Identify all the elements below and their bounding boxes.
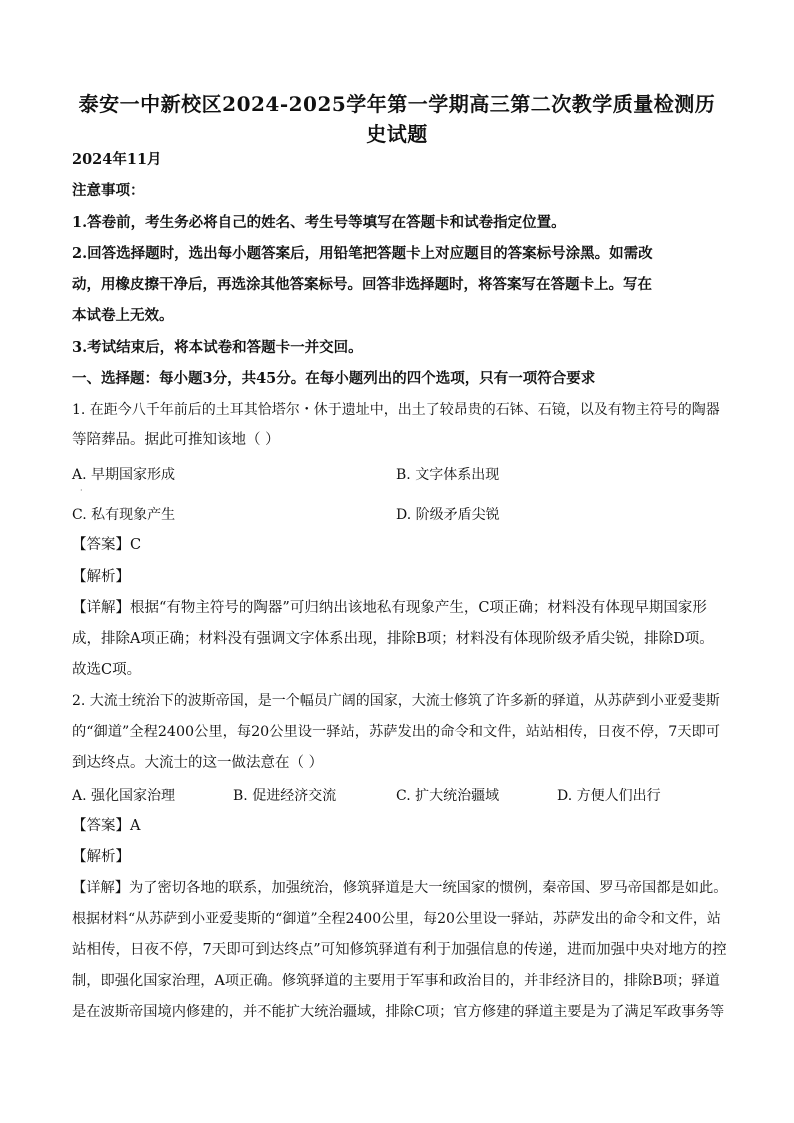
q2-option-c: C. 扩大统治疆域 xyxy=(396,788,500,804)
q1-stem-line2: 等陪葬品。据此可推知该地（ ） xyxy=(72,432,280,448)
section-1-heading: 一、选择题：每小题3分，共45分。在每小题列出的四个选项，只有一项符合要求 xyxy=(72,370,596,387)
q2-detail-line1: 【详解】为了密切各地的联系，加强统治，修筑驿道是大一统国家的惯例，秦帝国、罗马帝国都是如此。 xyxy=(72,880,728,896)
exam-title-line1: 泰安一中新校区2024-2025学年第一学期高三第二次教学质量检测历 xyxy=(78,92,716,116)
q1-detail-line2: 成，排除A项正确；材料没有强调文字体系出现，排除B项；材料没有体现阶级矛盾尖锐，排除D项。 xyxy=(72,631,714,647)
notice-item-2-line3: 本试卷上无效。 xyxy=(72,307,174,324)
q2-detail-line4: 制，即强化国家治理，A项正确。修筑驿道的主要用于军事和政治目的，并非经济目的，排除B项；驿道 xyxy=(72,973,720,989)
q1-detail-line3: 故选C项。 xyxy=(72,662,142,678)
q1-analysis-label: 【解析】 xyxy=(72,569,130,585)
q1-option-b: B. 文字体系出现 xyxy=(396,467,500,483)
q1-answer: 【答案】C xyxy=(72,537,142,553)
q2-analysis-label: 【解析】 xyxy=(72,849,130,865)
exam-date: 2024年11月 xyxy=(72,151,162,168)
q2-detail-line5: 是在波斯帝国境内修建的，并不能扩大统治疆域，排除C项；官方修建的驿道主要是为了满足军政事务等 xyxy=(72,1004,725,1020)
stray-dot: · xyxy=(80,486,83,495)
q2-detail-line2: 根据材料“从苏萨到小亚爱斐斯的“御道”全程2400公里，每20公里设一驿站，苏萨发出的命令和文件，站 xyxy=(72,911,721,927)
q1-stem-line1: 1. 在距今八千年前后的土耳其恰塔尔・休于遗址中，出土了较昂贵的石钵、石镜，以及有物主符号的陶器 xyxy=(72,402,720,418)
q2-option-b: B. 促进经济交流 xyxy=(233,788,337,804)
notice-heading: 注意事项： xyxy=(72,182,145,199)
exam-title-line2: 史试题 xyxy=(366,122,428,146)
q2-answer: 【答案】A xyxy=(72,818,141,834)
q1-option-d: D. 阶级矛盾尖锐 xyxy=(396,507,500,523)
notice-item-3: 3.考试结束后，将本试卷和答题卡一并交回。 xyxy=(72,339,363,356)
q1-option-c: C. 私有现象产生 xyxy=(72,507,176,523)
notice-item-2-line1: 2.回答选择题时，选出每小题答案后，用铅笔把答题卡上对应题目的答案标号涂黑。如需改 xyxy=(72,245,653,262)
q1-detail-line1: 【详解】根据“有物主符号的陶器”可归纳出该地私有现象产生，C项正确；材料没有体现早期国家形 xyxy=(72,600,707,616)
q2-detail-line3: 站相传，日夜不停，7天即可到达终点”可知修筑驿道有利于加强信息的传递，进而加强中央对地方的控 xyxy=(72,942,727,958)
notice-item-2-line2: 动，用橡皮擦干净后，再选涂其他答案标号。回答非选择题时，将答案写在答题卡上。写在 xyxy=(72,276,652,293)
q2-option-a: A. 强化国家治理 xyxy=(72,788,176,804)
notice-item-1: 1.答卷前，考生务必将自己的姓名、考生号等填写在答题卡和试卷指定位置。 xyxy=(72,214,566,231)
q2-option-d: D. 方便人们出行 xyxy=(557,788,661,804)
q2-stem-line3: 到达终点。大流士的这一做法意在（ ） xyxy=(72,755,324,771)
q1-option-a: A. 早期国家形成 xyxy=(72,467,176,483)
q2-stem-line1: 2. 大流士统治下的波斯帝国，是一个幅员广阔的国家，大流士修筑了许多新的驿道，从苏萨到小亚爱斐斯 xyxy=(72,693,720,709)
q2-stem-line2: 的“御道”全程2400公里，每20公里设一驿站，苏萨发出的命令和文件，站站相传，日夜不停，7天即可 xyxy=(72,724,721,740)
